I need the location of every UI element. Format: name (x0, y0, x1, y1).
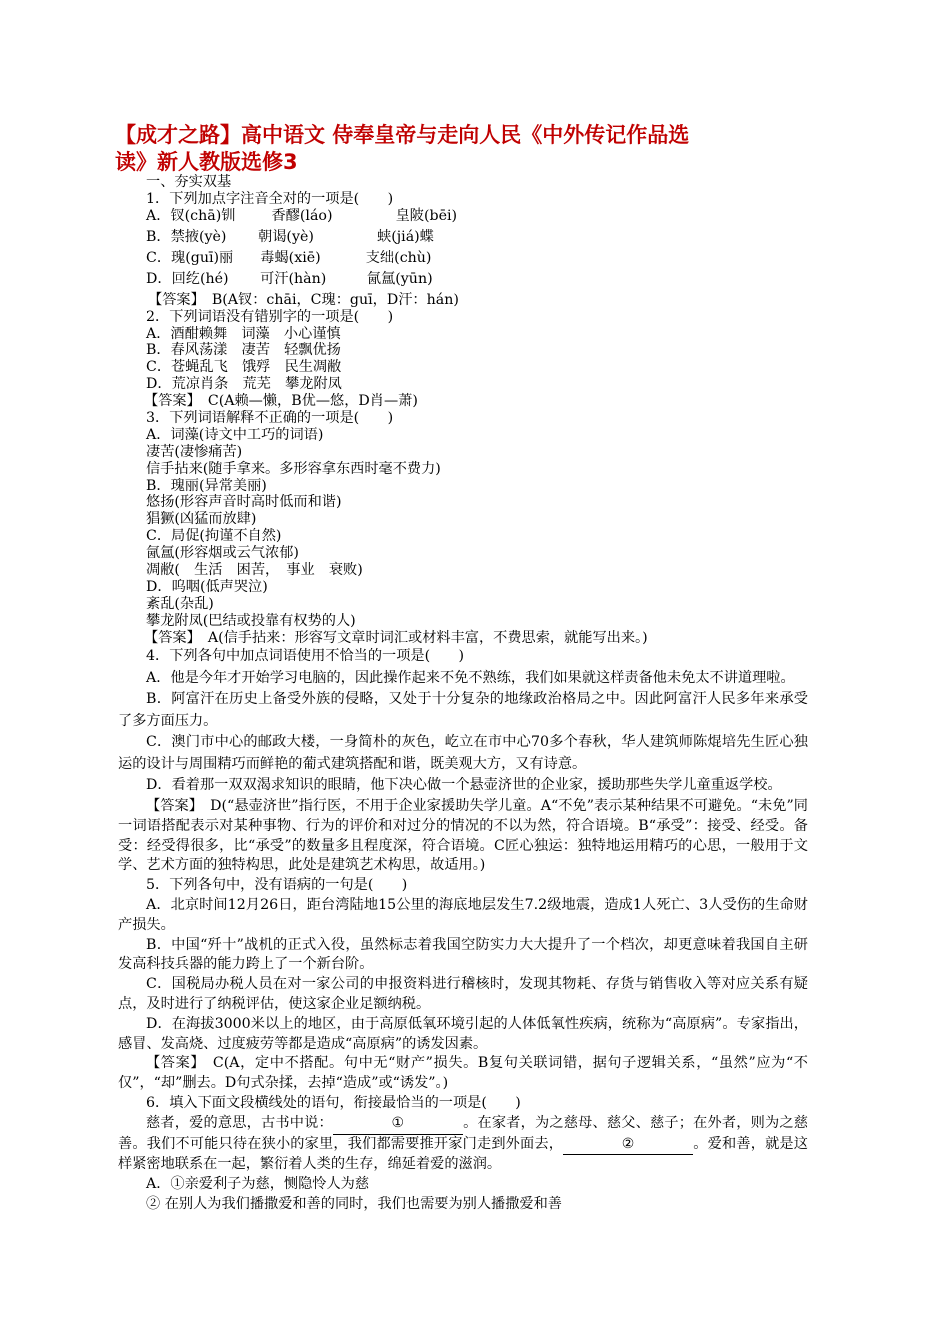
q4-stem: 4．下列各句中加点词语使用不恰当的一项是( ) (146, 648, 465, 665)
q3-line: B．瑰丽(异常美丽) (146, 477, 267, 494)
q3-line: 信手拈来(随手拿来。多形容拿东西时毫不费力) (146, 460, 441, 477)
q4-option-d: D．看着那一双双渴求知识的眼睛，他下决心做一个悬壶济世的企业家，援助那些失学儿童重返学校。 (146, 777, 782, 794)
q5-option-d: D．在海拔3000米以上的地区，由于高原低氧环境引起的人体低氧性疾病，统称为“高原病”。专家指出，感冒、发高烧、过度疲劳等都是造成“高原病”的诱发因素。 (118, 1015, 808, 1052)
q4-option-a: A．他是今年才开始学习电脑的，因此操作起来不免不熟练，我们如果就这样责备他未免太不讲道理啦。 (146, 669, 795, 686)
blank-2: ② (563, 1135, 693, 1156)
q3-stem: 3．下列词语解释不正确的一项是( ) (146, 410, 394, 427)
q4-option-c: C．澳门市中心的邮政大楼，一身简朴的灰色，屹立在市中心70多个春秋，华人建筑师陈焜培先生匠心独运的设计与周围精巧而鲜艳的葡式建筑搭配和谐，既美观大方，又有诗意。 (118, 734, 808, 772)
document-title (115, 122, 835, 176)
q3-line: D．呜咽(低声哭泣) (146, 578, 268, 595)
q1-option-b: B．禁掖(yè) 朝谒(yè) 蛱(jiá)蝶 (146, 228, 434, 245)
q5-answer: 【答案】 C(A，定中不搭配。句中无“财产”损失。B复句关联词错，据句子逻辑关系，“虽然”应为“不仅”，“却”删去。D句式杂揉，去掉“造成”或“诱发”。) (118, 1055, 808, 1092)
q5-option-b: B．中国“歼十”战机的正式入役，虽然标志着我国空防实力大大提升了一个档次，却更意味着我国自主研发高科技兵器的能力跨上了一个新台阶。 (118, 936, 808, 973)
q2-stem: 2．下列词语没有错别字的一项是( ) (146, 308, 394, 325)
title-line-1: 【成才之路】高中语文 侍奉皇帝与走向人民《中外传记作品选 (115, 123, 690, 147)
q4-answer: 【答案】 D(“悬壶济世”指行医，不用于企业家援助失学儿童。A“不免”表示某种结果不可避免。“未免”同一词语搭配表示对某种事物、行为的评价和对过分的情况的不以为然，符合语境。B“承受”：接受、经受。备受：经受得很多，比“承受”的数量多且程度深，符合语境。C匠心独运：独特地运用精巧的心思，一般用于文学、艺术方面的独特构思，此处是建筑艺术构思，故适用。) (118, 797, 808, 874)
q3-line: 氤氲(形容烟或云气浓郁) (146, 545, 299, 562)
q3-line: 凋敝( 生活 困苦， 事业 衰败) (146, 562, 363, 579)
q4-option-b: B．阿富汗在历史上备受外族的侵略，又处于十分复杂的地缘政治格局之中。因此阿富汗人民多年来承受了多方面压力。 (118, 691, 808, 729)
q1-answer: 【答案】 B(A钗：chāi，C瑰：guī，D汗：hán) (148, 291, 459, 308)
q6-option-a-2: ② 在别人为我们播撒爱和善的同时，我们也需要为别人播撒爱和善 (146, 1195, 562, 1212)
q2-option-c: C．苍蝇乱飞 饿殍 民生凋敝 (146, 359, 342, 376)
q2-option-d: D．荒凉肖条 荒芜 攀龙附凤 (146, 376, 342, 393)
q6-option-a: A．①亲爱利子为慈，恻隐怜人为慈 (146, 1176, 370, 1193)
q6-passage: 慈者，爱的意思，古书中说： ① 。在家者，为之慈母、慈父、慈子；在外者，则为之慈善。我们不可能只待在狭小的家里，我们都需要推开家门走到外面去， ② 。爱和善，就是这样紧密地联系在一起，繁衍着人类的生存，绵延着爱的滋润。 (118, 1114, 808, 1173)
q3-line: 紊乱(杂乱) (146, 595, 214, 612)
q2-option-b: B．春风荡漾 凄苦 轻飘优扬 (146, 342, 341, 359)
q2-option-a: A．酒酣赖舞 词藻 小心谨慎 (146, 325, 341, 342)
q1-option-a: A．钗(chā)钏 香醪(láo) 皇陂(bēi) (146, 207, 458, 224)
q3-answer: 【答案】 A(信手拈来：形容写文章时词汇或材料丰富，不费思索，就能写出来。) (144, 629, 648, 646)
q3-line: C．局促(拘谨不自然) (146, 528, 282, 545)
q3-line: 猖獗(凶猛而放肆) (146, 511, 257, 528)
q1-option-d: D．回纥(hé) 可汗(hàn) 氤氲(yūn) (146, 270, 433, 287)
q5-stem: 5．下列各句中，没有语病的一句是( ) (146, 877, 408, 894)
q5-option-c: C．国税局办税人员在对一家公司的申报资料进行稽核时，发现其物耗、存货与销售收入等对应关系有疑点，及时进行了纳税评估，使这家企业足额纳税。 (118, 976, 808, 1012)
q2-answer: 【答案】 C(A赖—懒，B优—悠，D肖—萧) (144, 393, 418, 410)
q3-line: 悠扬(形容声音时高时低而和谐) (146, 494, 342, 511)
q6-stem: 6．填入下面文段横线处的语句，衔接最恰当的一项是( ) (146, 1094, 521, 1111)
section-heading: 一、夯实双基 (146, 174, 232, 190)
q3-line: A．词藻(诗文中工巧的词语) (146, 426, 324, 443)
blank-1: ① (333, 1114, 463, 1135)
q5-option-a: A．北京时间12月26日，距台湾陆地15公里的海底地层发生7.2级地震，造成1人死亡、3人受伤的生命财产损失。 (118, 896, 808, 933)
q3-line: 凄苦(凄惨痛苦) (146, 443, 243, 460)
q1-stem: 1．下列加点字注音全对的一项是( ) (146, 190, 394, 207)
document-body (118, 174, 808, 1215)
q1-option-c: C．瑰(guī)丽 毒蝎(xiē) 支绌(chù) (146, 249, 432, 266)
title-line-2: 读》新人教版选修3 (115, 150, 298, 174)
q3-line: 攀龙附凤(巴结或投靠有权势的人) (146, 612, 356, 629)
